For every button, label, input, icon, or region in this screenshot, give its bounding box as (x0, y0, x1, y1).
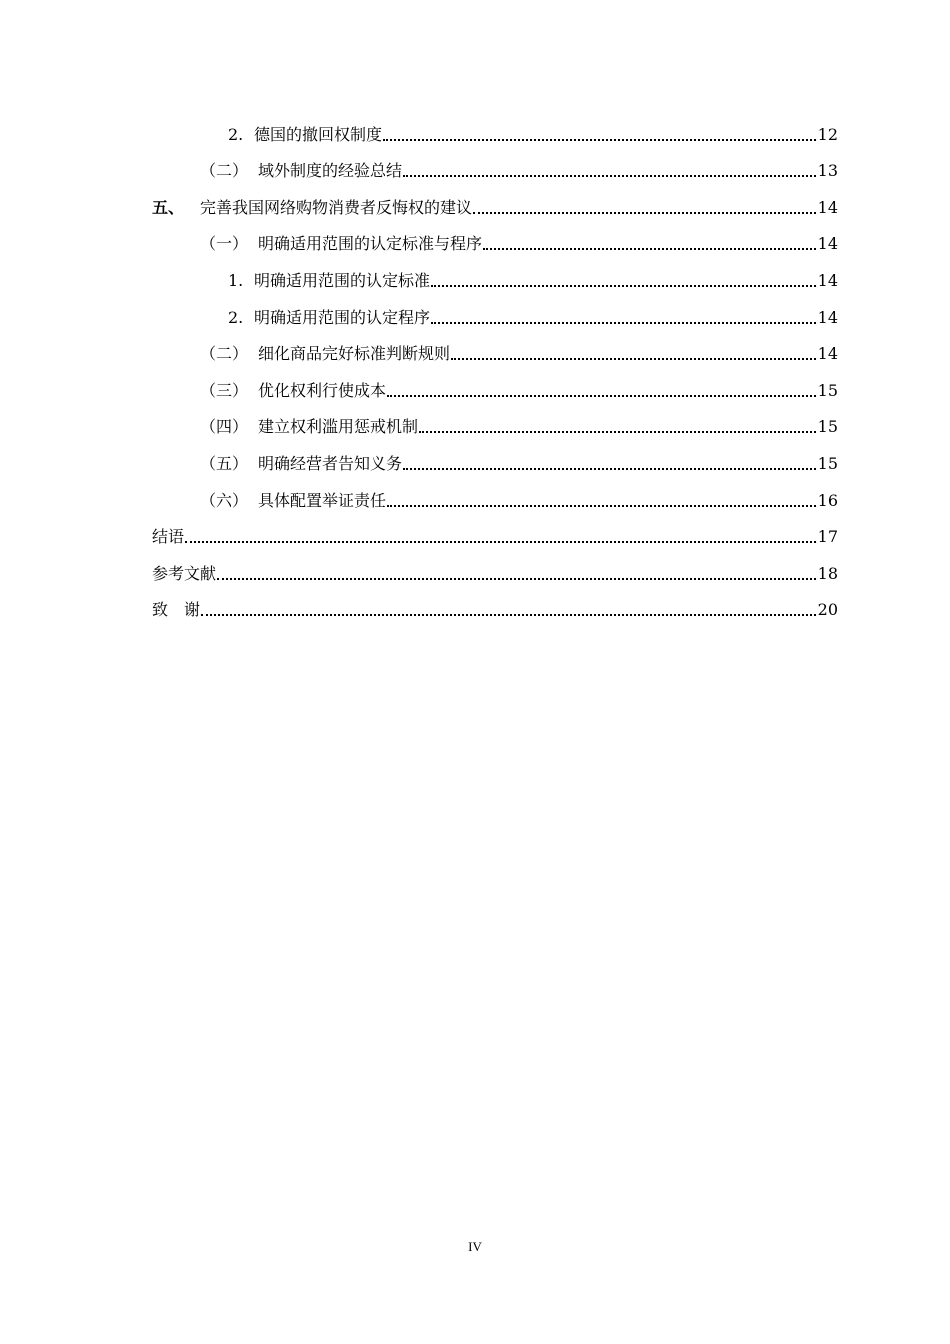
toc-entry-page: 20 (817, 600, 838, 620)
toc-entry[interactable] (152, 474, 838, 511)
dot-leader (185, 541, 816, 543)
toc-entry-title: 明确适用范围的认定程序 (254, 307, 431, 327)
toc-entry-number: 2. (228, 124, 244, 144)
toc-entry[interactable] (152, 218, 838, 255)
dot-leader (483, 248, 816, 250)
toc-entry-page: 15 (817, 380, 838, 400)
toc-entry-page: 16 (817, 490, 838, 510)
dot-leader (387, 505, 816, 507)
toc-entry[interactable] (152, 181, 838, 218)
dot-leader (431, 285, 816, 287)
toc-entry-title: 建立权利滥用惩戒机制 (258, 417, 419, 437)
toc-entry-title: 域外制度的经验总结 (258, 161, 403, 181)
toc-entry-title: 明确经营者告知义务 (258, 453, 403, 473)
toc-entry[interactable] (152, 328, 838, 365)
toc-entry-number: （四） (200, 417, 249, 437)
toc-entry[interactable] (152, 108, 838, 145)
toc-entry[interactable] (152, 254, 838, 291)
dot-leader (387, 395, 816, 397)
toc-entry-number: （二） (200, 344, 249, 364)
dot-leader (403, 175, 816, 177)
toc-entry-page: 14 (817, 270, 838, 290)
toc-entry-title: 结语 (152, 527, 185, 547)
toc-entry-page: 12 (817, 124, 838, 144)
dot-leader (217, 578, 816, 580)
toc-entry[interactable] (152, 364, 838, 401)
toc-entry[interactable] (152, 145, 838, 182)
toc-entry-page: 18 (817, 563, 838, 583)
toc-entry-title: 完善我国网络购物消费者反悔权的建议 (200, 197, 473, 217)
toc-entry-page: 15 (817, 417, 838, 437)
toc-entry-number: （一） (200, 234, 249, 254)
toc-entry-number: 1. (228, 270, 244, 290)
toc-entry-page: 14 (817, 234, 838, 254)
toc-entry-title: 德国的撤回权制度 (254, 124, 383, 144)
dot-leader (383, 139, 816, 141)
toc-entry-title: 致 谢 (152, 600, 201, 620)
toc-entry-page: 14 (817, 197, 838, 217)
toc-entry-number: 五、 (152, 197, 185, 217)
dot-leader (403, 468, 816, 470)
toc-entry-title: 具体配置举证责任 (258, 490, 387, 510)
table-of-contents (152, 108, 838, 620)
dot-leader (451, 358, 816, 360)
toc-entry[interactable] (152, 511, 838, 548)
dot-leader (201, 614, 816, 616)
toc-entry-number: 2. (228, 307, 244, 327)
toc-entry-page: 17 (817, 527, 838, 547)
dot-leader (473, 212, 816, 214)
toc-entry-title: 优化权利行使成本 (258, 380, 387, 400)
page-number-footer: IV (468, 1239, 482, 1254)
toc-entry[interactable] (152, 401, 838, 438)
toc-entry-title: 参考文献 (152, 563, 217, 583)
toc-entry-number: （五） (200, 453, 249, 473)
toc-entry-page: 14 (817, 307, 838, 327)
dot-leader (431, 322, 816, 324)
toc-entry-number: （三） (200, 380, 249, 400)
toc-entry[interactable] (152, 547, 838, 584)
toc-entry-page: 15 (817, 453, 838, 473)
toc-entry[interactable] (152, 437, 838, 474)
toc-entry-page: 13 (817, 161, 838, 181)
toc-entry-number: （二） (200, 161, 249, 181)
toc-entry-title: 细化商品完好标准判断规则 (258, 344, 451, 364)
dot-leader (419, 431, 816, 433)
toc-entry-title: 明确适用范围的认定标准 (254, 270, 431, 290)
toc-entry-number: （六） (200, 490, 249, 510)
toc-entry-page: 14 (817, 344, 838, 364)
toc-entry-title: 明确适用范围的认定标准与程序 (258, 234, 483, 254)
toc-entry[interactable] (152, 291, 838, 328)
toc-entry[interactable] (152, 584, 838, 621)
